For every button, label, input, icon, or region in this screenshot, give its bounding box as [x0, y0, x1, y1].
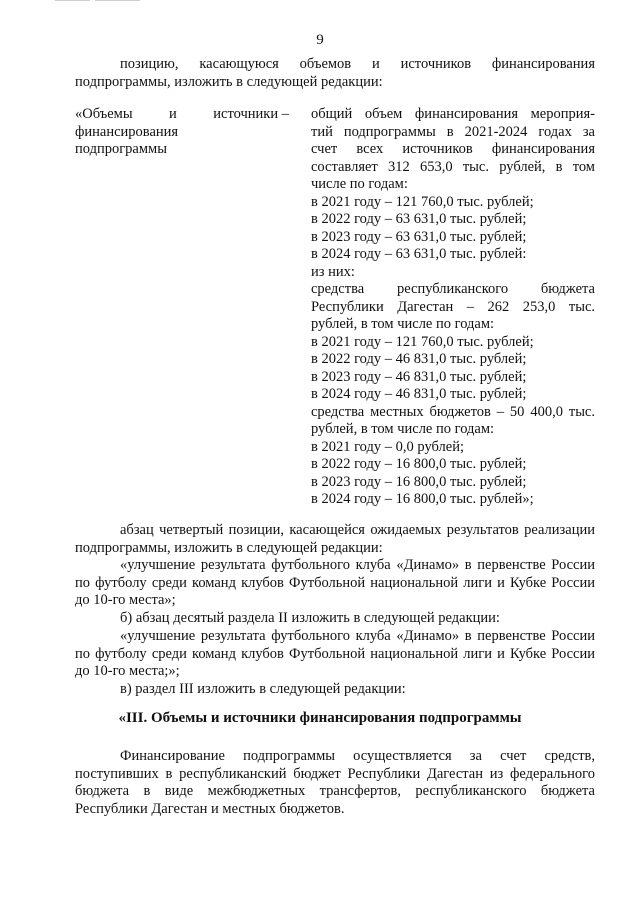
paragraph-abzac-desyatyi: б) абзац десятый раздела II изложить в следующей редакции: [120, 610, 500, 626]
right-line: составляет 312 653,0 тыс. рублей, в том [311, 158, 595, 175]
intro-paragraph [75, 56, 595, 91]
right-line: числе по годам: [311, 176, 408, 192]
left-line-2: финансирования [75, 123, 179, 140]
right-line: Республики Дагестан – 262 253,0 тыс. [311, 298, 595, 315]
paragraph-razdel-iii: в) раздел III изложить в следующей редакции: [120, 681, 406, 697]
right-line: в 2023 году – 46 831,0 тыс. рублей; [311, 368, 527, 385]
right-line: средства местных бюджетов – 50 400,0 тыс. [311, 403, 595, 420]
left-line-3: подпрограммы [75, 141, 167, 157]
right-line: тий подпрограммы в 2021-2024 годах за [311, 123, 595, 140]
page-number: 9 [316, 32, 324, 48]
left-word: источники – [213, 106, 289, 122]
intro-line: подпрограммы, изложить в следующей редакции: [75, 73, 383, 90]
scan-edge-line [95, 0, 140, 1]
right-line: в 2023 году – 16 800,0 тыс. рублей; [311, 473, 527, 490]
left-word: и [169, 106, 177, 122]
right-line: в 2021 году – 121 760,0 тыс. рублей; [311, 193, 534, 210]
right-line: в 2021 году – 0,0 рублей; [311, 438, 464, 455]
right-line: в 2022 году – 16 800,0 тыс. рублей; [311, 456, 527, 472]
left-line-1 [75, 106, 289, 124]
paragraph-uluchshenie-1: «улучшение результата футбольного клуба «Динамо» в первенстве России по футболу среди команд клубов Футбольной национальной лиги и Кубке России до 10-го места»; [75, 557, 595, 608]
right-line: в 2024 году – 16 800,0 тыс. рублей»; [311, 491, 534, 507]
paragraph-financing: Финансирование подпрограммы осуществляется за счет средств, поступивших в республиканский бюджет Республики Дагестан из федерального бюджета в виде межбюджетных трансфертов, республиканского бюджета Республики Дагестан и местных бюджетов. [75, 748, 595, 817]
right-line: средства республиканского бюджета [311, 281, 595, 297]
right-line: в 2022 году – 46 831,0 тыс. рублей; [311, 351, 527, 367]
right-line: рублей, в том числе по годам: [311, 421, 495, 437]
right-line: в 2021 году – 121 760,0 тыс. рублей; [311, 333, 534, 350]
right-line: в 2024 году – 63 631,0 тыс. рублей: [311, 246, 527, 262]
right-line: в 2022 году – 63 631,0 тыс. рублей; [311, 211, 527, 227]
table-left-cell [75, 106, 289, 159]
table-right-cell [311, 106, 595, 509]
paragraph-abzac-chetvertyi: абзац четвертый позиции, касающейся ожидаемых результатов реализации подпрограммы, изложить в следующей редакции: [75, 522, 595, 556]
section-heading: «III. Объемы и источники финансирования подпрограммы [118, 710, 522, 726]
right-line: в 2023 году – 63 631,0 тыс. рублей; [311, 228, 527, 245]
right-line: общий объем финансирования мероприя- [311, 106, 595, 122]
right-line: рублей, в том числе по годам: [311, 316, 495, 332]
paragraph-uluchshenie-2: «улучшение результата футбольного клуба «Динамо» в первенстве России по футболу среди команд клубов Футбольной национальной лиги и Кубке России до 10-го места;»; [75, 628, 595, 679]
right-line: в 2024 году – 46 831,0 тыс. рублей; [311, 386, 527, 402]
intro-line: позицию, касающуюся объемов и источников финансирования [120, 56, 595, 72]
left-word: «Объемы [75, 106, 133, 122]
scan-edge-line [55, 0, 90, 1]
right-line: из них: [311, 263, 355, 280]
right-line: счет всех источников финансирования [311, 141, 595, 157]
